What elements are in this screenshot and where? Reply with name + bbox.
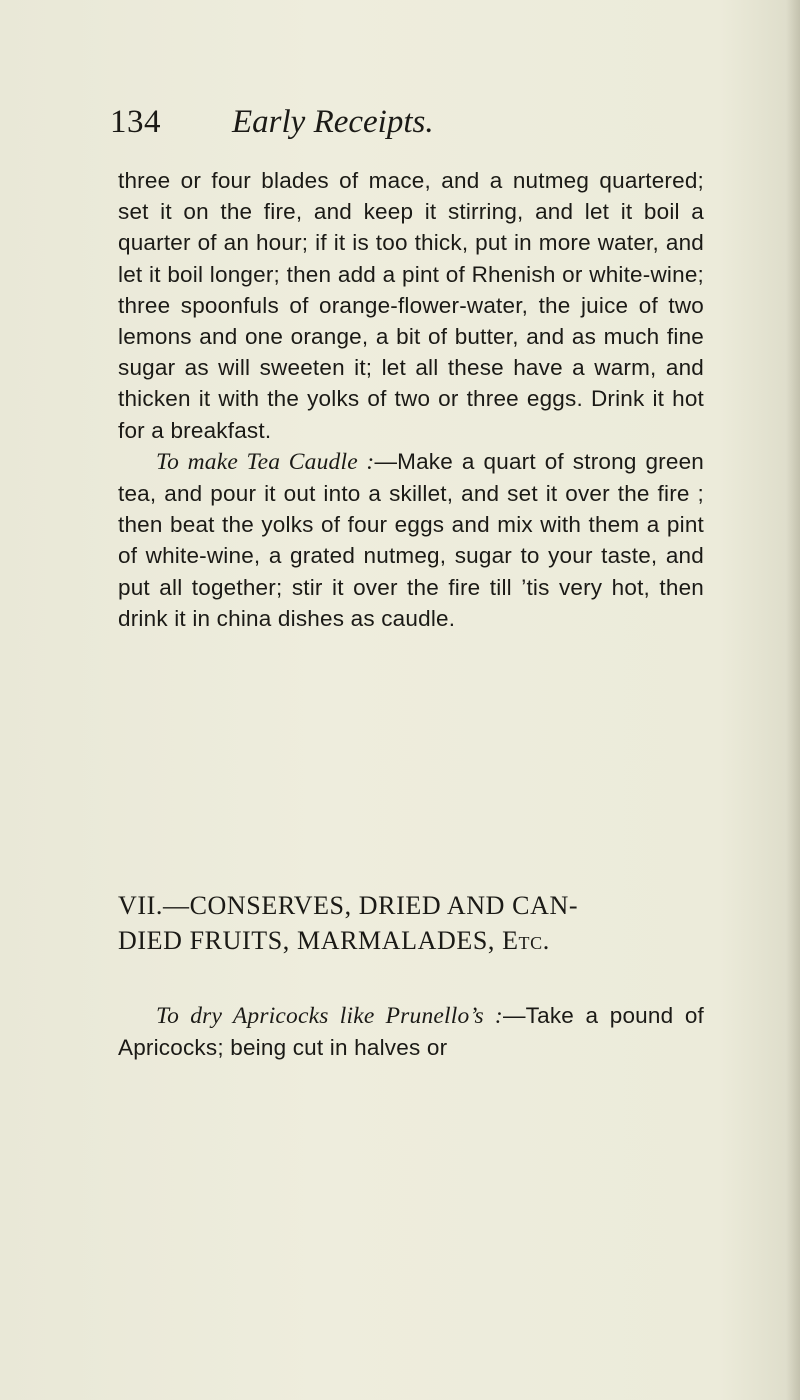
apricocks-title: To dry Apricocks like Prunello’s : xyxy=(156,1003,503,1029)
tea-caudle-title: To make Tea Caudle : xyxy=(156,448,375,475)
section-heading-etc: Etc. xyxy=(502,926,550,955)
page-number: 134 xyxy=(110,104,161,140)
section-heading xyxy=(118,888,704,958)
tea-caudle-recipe xyxy=(118,446,704,634)
tea-caudle-text: —Make a quart of strong green tea, and pour it out into a skillet, and set it over the fire ; then beat the yolks of four eggs and mix with them a pint of white-wine, a grated nutmeg, sugar to your taste, and put all together; stir it over the fire till ’tis very hot, then drink it in china dishes as caudle. xyxy=(118,448,705,631)
section-heading-line-1: VII.—CONSERVES, DRIED AND CAN- xyxy=(118,891,579,920)
section-text xyxy=(118,1000,704,1063)
section-heading-line-2 xyxy=(118,923,704,958)
apricocks-text: —Take a pound of Apricocks; being cut in halves or xyxy=(118,1003,704,1061)
running-title: Early Receipts. xyxy=(232,104,434,140)
continued-paragraph: three or four blades of mace, and a nutmeg quartered; set it on the fire, and keep it stirring, and let it boil a quarter of an hour; if it is too thick, put in more water, and let it boil longer; then add a pint of Rhenish or white-wine; three spoonfuls of orange-flower-water, the juice of two lemons and one orange, a bit of butter, and as much fine sugar as will sweeten it; let all these have a warm, and thicken it with the yolks of two or three eggs. Drink it hot for a breakfast. xyxy=(118,168,704,443)
page-edge-shadow xyxy=(786,0,800,1400)
body-text xyxy=(118,165,704,634)
page-header xyxy=(110,104,710,154)
apricocks-recipe xyxy=(118,1000,704,1063)
section-heading-line-2-main: DIED FRUITS, MARMALADES, xyxy=(118,926,503,955)
